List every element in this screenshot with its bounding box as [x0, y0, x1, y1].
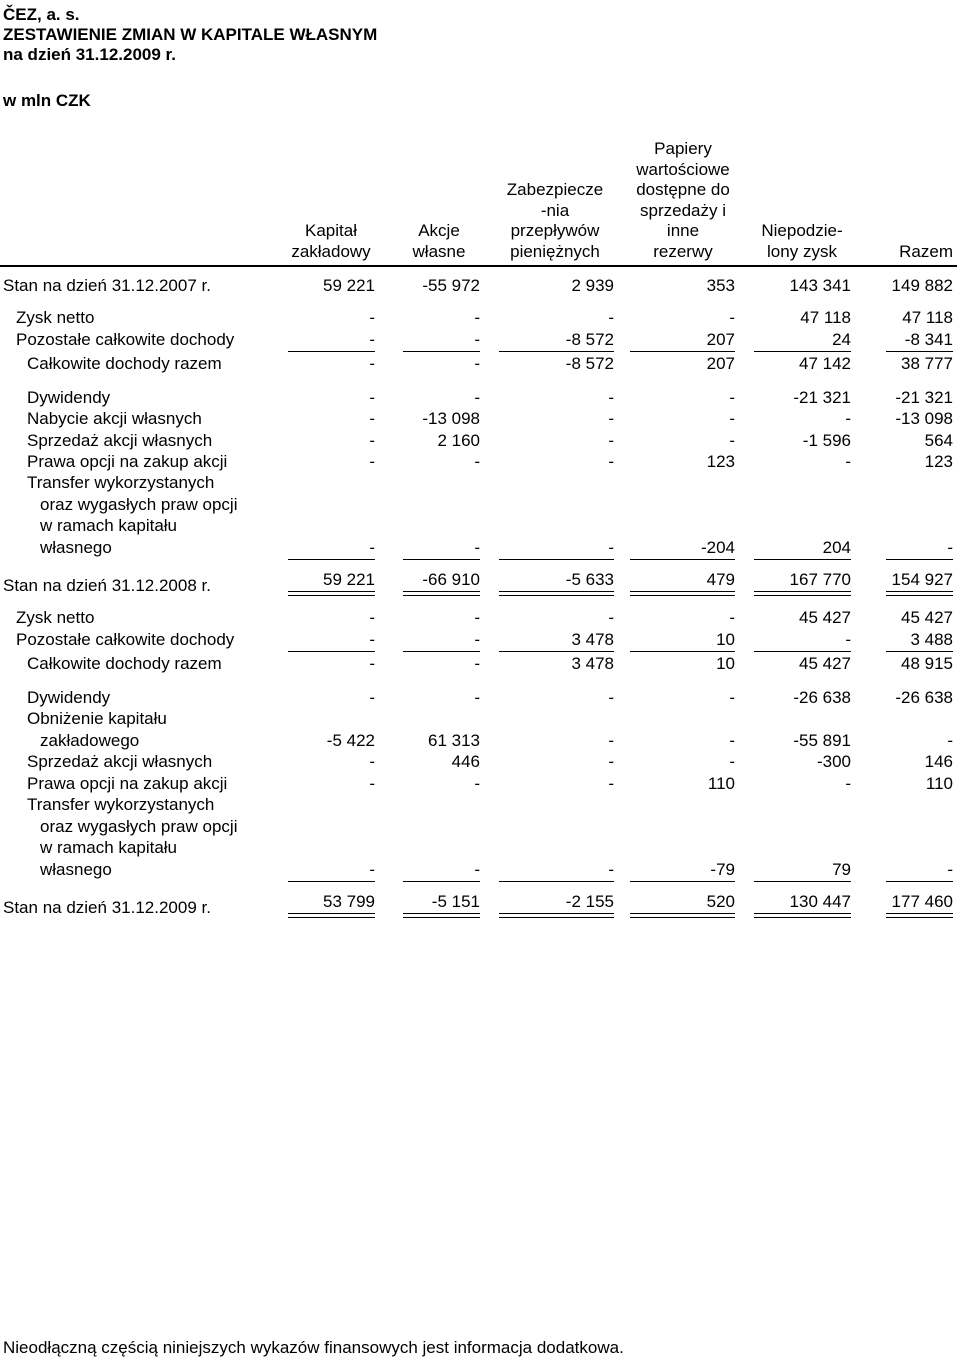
- column-header: Niepodzie- lony zysk: [761, 221, 843, 261]
- column-header: Razem: [899, 241, 953, 261]
- statement-date: na dzień 31.12.2009 r.: [3, 45, 176, 64]
- table-cell: -: [369, 452, 375, 471]
- total-double-underline: [499, 913, 614, 918]
- row-label: Prawa opcji na zakup akcji: [27, 452, 228, 471]
- table-cell: -5 422: [326, 731, 375, 750]
- subtotal-underline: [403, 651, 480, 652]
- table-cell: -: [474, 330, 480, 349]
- table-cell: 2 939: [571, 276, 614, 295]
- subtotal-underline: [754, 559, 851, 560]
- subtotal-underline: [288, 651, 375, 652]
- header-rule: [0, 265, 957, 267]
- table-cell: -: [608, 409, 614, 428]
- table-cell: -: [369, 630, 375, 649]
- table-cell: -: [369, 388, 375, 407]
- table-cell: -13 098: [422, 409, 480, 428]
- subtotal-underline: [288, 881, 375, 882]
- table-cell: -: [608, 860, 614, 879]
- table-cell: -: [729, 731, 735, 750]
- table-cell: 47 142: [799, 354, 851, 373]
- table-cell: -1 596: [802, 431, 851, 450]
- total-double-underline: [499, 591, 614, 596]
- table-cell: -26 638: [793, 688, 851, 707]
- total-double-underline: [754, 591, 851, 596]
- table-cell: 79: [832, 860, 851, 879]
- row-label: Stan na dzień 31.12.2008 r.: [3, 576, 211, 595]
- table-cell: 2 160: [437, 431, 480, 450]
- subtotal-underline: [630, 559, 735, 560]
- row-label: własnego: [40, 860, 112, 879]
- table-cell: -: [608, 774, 614, 793]
- row-label: Pozostałe całkowite dochody: [16, 330, 235, 349]
- table-cell: -: [474, 452, 480, 471]
- table-cell: -: [729, 409, 735, 428]
- total-double-underline: [403, 913, 480, 918]
- table-cell: 154 927: [891, 570, 953, 589]
- total-double-underline: [630, 913, 735, 918]
- total-double-underline: [886, 591, 953, 596]
- table-cell: -: [608, 431, 614, 450]
- table-cell: 10: [716, 654, 735, 673]
- table-cell: 45 427: [901, 608, 953, 627]
- table-cell: -8 572: [565, 330, 614, 349]
- footer-note: Nieodłączną częścią niniejszych wykazów finansowych jest informacja dodatkowa.: [3, 1338, 624, 1357]
- table-cell: 59 221: [323, 276, 375, 295]
- table-cell: -: [369, 538, 375, 557]
- table-cell: -2 155: [565, 892, 614, 911]
- table-cell: -: [474, 654, 480, 673]
- table-cell: 520: [706, 892, 735, 911]
- table-cell: 110: [925, 774, 953, 793]
- table-cell: -: [369, 330, 375, 349]
- table-cell: 24: [832, 330, 851, 349]
- table-cell: -: [369, 354, 375, 373]
- table-cell: 353: [706, 276, 735, 295]
- table-cell: 123: [706, 452, 735, 471]
- table-cell: -: [369, 409, 375, 428]
- table-cell: 207: [706, 354, 735, 373]
- table-cell: -: [608, 688, 614, 707]
- row-label: oraz wygasłych praw opcji: [40, 495, 238, 514]
- row-label: Zysk netto: [16, 308, 95, 327]
- table-cell: 479: [706, 570, 735, 589]
- row-label: Transfer wykorzystanych: [27, 795, 215, 814]
- subtotal-underline: [403, 881, 480, 882]
- table-cell: 53 799: [323, 892, 375, 911]
- table-cell: 207: [706, 330, 735, 349]
- table-cell: -: [947, 538, 953, 557]
- table-cell: 3 478: [571, 630, 614, 649]
- table-cell: 446: [451, 752, 480, 771]
- table-cell: -8 572: [565, 354, 614, 373]
- table-cell: 61 313: [428, 731, 480, 750]
- table-cell: -204: [700, 538, 735, 557]
- table-cell: 149 882: [891, 276, 953, 295]
- table-cell: -: [608, 308, 614, 327]
- row-label: oraz wygasłych praw opcji: [40, 817, 238, 836]
- table-cell: -: [845, 774, 851, 793]
- subtotal-underline: [630, 651, 735, 652]
- table-cell: -: [608, 452, 614, 471]
- row-label: Stan na dzień 31.12.2007 r.: [3, 276, 211, 295]
- table-cell: -: [608, 731, 614, 750]
- table-cell: 10: [716, 630, 735, 649]
- subtotal-underline: [499, 651, 614, 652]
- table-cell: -21 321: [793, 388, 851, 407]
- table-cell: -: [947, 860, 953, 879]
- subtotal-underline: [886, 559, 953, 560]
- table-cell: -: [369, 654, 375, 673]
- subtotal-underline: [754, 651, 851, 652]
- unit-label: w mln CZK: [3, 91, 91, 110]
- table-cell: -: [845, 452, 851, 471]
- table-cell: -: [474, 538, 480, 557]
- table-cell: -21 321: [895, 388, 953, 407]
- table-cell: -: [474, 630, 480, 649]
- table-cell: 177 460: [891, 892, 953, 911]
- table-cell: -: [474, 688, 480, 707]
- table-cell: -79: [710, 860, 735, 879]
- table-cell: -: [729, 431, 735, 450]
- table-cell: -: [845, 409, 851, 428]
- row-label: Całkowite dochody razem: [27, 354, 222, 373]
- row-label: Nabycie akcji własnych: [27, 409, 202, 428]
- table-cell: -300: [816, 752, 851, 771]
- row-label: Transfer wykorzystanych: [27, 473, 215, 492]
- total-double-underline: [288, 591, 375, 596]
- subtotal-underline: [403, 559, 480, 560]
- column-header: Zabezpiecze -nia przepływów pieniężnych: [506, 180, 604, 261]
- table-cell: -: [474, 308, 480, 327]
- table-cell: -: [474, 860, 480, 879]
- subtotal-underline: [499, 351, 614, 352]
- table-cell: 146: [924, 752, 953, 771]
- table-cell: 47 118: [902, 308, 953, 327]
- table-cell: -13 098: [895, 409, 953, 428]
- subtotal-underline: [288, 559, 375, 560]
- column-header: Akcje własne: [412, 221, 466, 261]
- table-cell: -: [474, 354, 480, 373]
- table-cell: -: [729, 688, 735, 707]
- column-header: Papiery wartościowe dostępne do sprzedaży i inne rezerwy: [636, 139, 730, 261]
- table-cell: -8 341: [904, 330, 953, 349]
- table-cell: 47 118: [800, 308, 851, 327]
- total-double-underline: [630, 591, 735, 596]
- table-cell: -: [369, 752, 375, 771]
- table-cell: 38 777: [901, 354, 953, 373]
- table-cell: -: [947, 731, 953, 750]
- subtotal-underline: [886, 351, 953, 352]
- table-cell: -55 972: [422, 276, 480, 295]
- table-cell: -: [369, 860, 375, 879]
- row-label: Pozostałe całkowite dochody: [16, 630, 235, 649]
- table-cell: -5 151: [431, 892, 480, 911]
- table-cell: 45 427: [799, 654, 851, 673]
- table-cell: -5 633: [565, 570, 614, 589]
- table-cell: -: [608, 752, 614, 771]
- row-label: Sprzedaż akcji własnych: [27, 431, 213, 450]
- table-cell: -: [369, 431, 375, 450]
- row-label: Stan na dzień 31.12.2009 r.: [3, 898, 211, 917]
- row-label: własnego: [40, 538, 112, 557]
- row-label: Obniżenie kapitału: [27, 709, 167, 728]
- table-cell: -: [369, 608, 375, 627]
- table-cell: 45 427: [799, 608, 851, 627]
- table-cell: -26 638: [895, 688, 953, 707]
- table-cell: 204: [822, 538, 851, 557]
- table-cell: 3 478: [571, 654, 614, 673]
- total-double-underline: [288, 913, 375, 918]
- table-cell: 143 341: [789, 276, 851, 295]
- table-cell: 130 447: [789, 892, 851, 911]
- total-double-underline: [754, 913, 851, 918]
- table-cell: 3 488: [910, 630, 953, 649]
- table-cell: 59 221: [323, 570, 375, 589]
- row-label: w ramach kapitału: [40, 838, 178, 857]
- subtotal-underline: [886, 651, 953, 652]
- table-cell: -: [608, 388, 614, 407]
- row-label: Prawa opcji na zakup akcji: [27, 774, 228, 793]
- table-cell: -: [474, 774, 480, 793]
- subtotal-underline: [630, 351, 735, 352]
- subtotal-underline: [499, 881, 614, 882]
- statement-title: ZESTAWIENIE ZMIAN W KAPITALE WŁASNYM: [3, 25, 378, 44]
- row-label: Zysk netto: [16, 608, 95, 627]
- table-cell: -55 891: [793, 731, 851, 750]
- table-cell: -: [369, 308, 375, 327]
- table-cell: -: [608, 608, 614, 627]
- subtotal-underline: [499, 559, 614, 560]
- table-cell: -: [729, 308, 735, 327]
- table-cell: -: [369, 688, 375, 707]
- row-label: Całkowite dochody razem: [27, 654, 222, 673]
- table-cell: 123: [924, 452, 953, 471]
- row-label: w ramach kapitału: [40, 516, 178, 535]
- table-cell: -: [608, 538, 614, 557]
- row-label: zakładowego: [40, 731, 140, 750]
- subtotal-underline: [403, 351, 480, 352]
- row-label: Dywidendy: [27, 388, 111, 407]
- table-cell: -: [845, 630, 851, 649]
- subtotal-underline: [288, 351, 375, 352]
- table-cell: -: [729, 752, 735, 771]
- subtotal-underline: [630, 881, 735, 882]
- subtotal-underline: [754, 351, 851, 352]
- subtotal-underline: [754, 881, 851, 882]
- total-double-underline: [403, 591, 480, 596]
- subtotal-underline: [886, 881, 953, 882]
- table-cell: -: [474, 608, 480, 627]
- table-cell: 110: [707, 774, 735, 793]
- table-cell: -: [729, 388, 735, 407]
- table-cell: 167 770: [789, 570, 851, 589]
- table-cell: 48 915: [901, 654, 953, 673]
- row-label: Dywidendy: [27, 688, 111, 707]
- table-cell: -: [729, 608, 735, 627]
- total-double-underline: [886, 913, 953, 918]
- table-cell: -: [369, 774, 375, 793]
- table-cell: -66 910: [422, 570, 480, 589]
- row-label: Sprzedaż akcji własnych: [27, 752, 213, 771]
- table-cell: -: [474, 388, 480, 407]
- table-cell: 564: [924, 431, 953, 450]
- company-name: ČEZ, a. s.: [3, 5, 80, 24]
- column-header: Kapitał zakładowy: [291, 221, 371, 261]
